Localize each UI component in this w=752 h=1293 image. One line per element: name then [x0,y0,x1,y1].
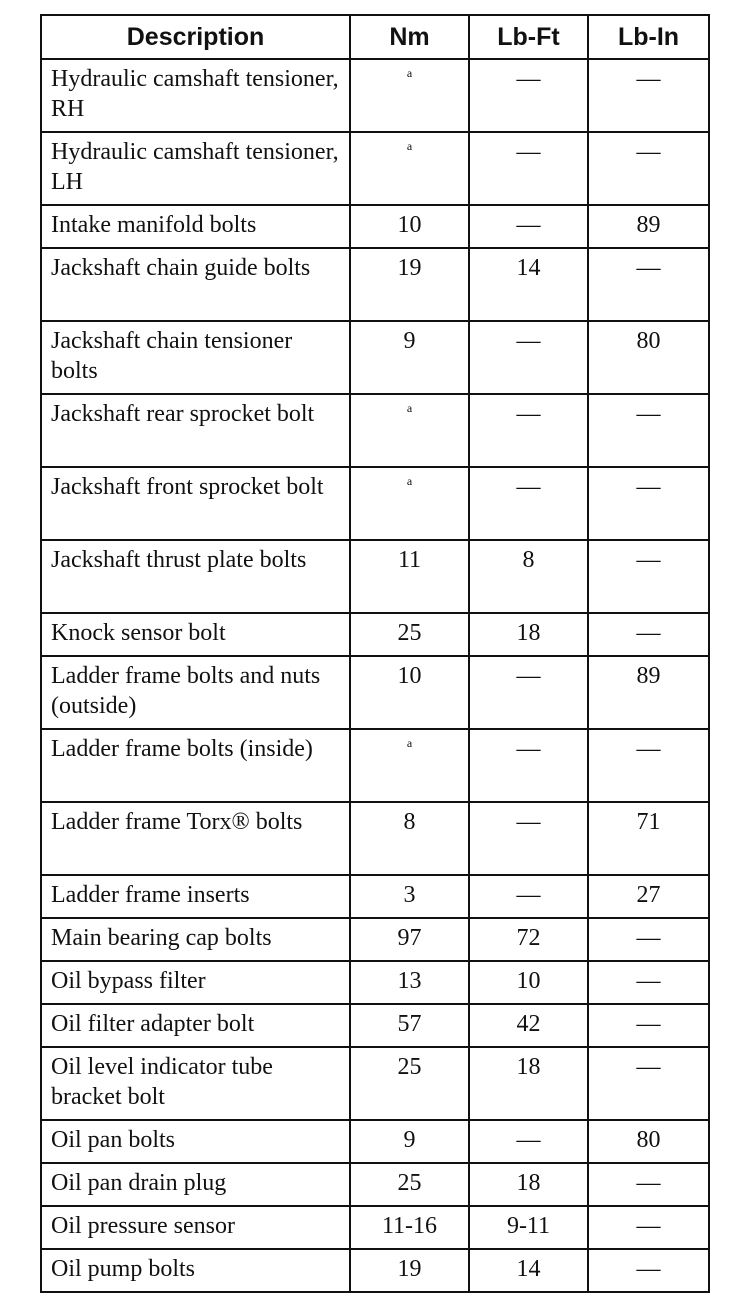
cell-value: 25 [397,1054,422,1080]
cell-value: — [516,882,541,908]
footnote-marker: a [406,736,413,750]
cell-value: 57 [397,1011,422,1037]
cell-nm [350,321,469,394]
table-row [41,1249,709,1292]
cell-description: Oil level indicator tube bracket bolt [41,1047,350,1120]
cell-lbft [469,613,588,656]
cell-nm [350,540,469,613]
cell-lbin [588,1120,709,1163]
cell-nm [350,1047,469,1120]
cell-description: Jackshaft rear sprocket bolt [41,394,350,467]
cell-value: 9 [403,328,416,354]
cell-description: Knock sensor bolt [41,613,350,656]
cell-lbft [469,802,588,875]
cell-value: 11-16 [381,1213,438,1239]
cell-lbin [588,1047,709,1120]
cell-value: — [636,1170,661,1196]
cell-lbin [588,613,709,656]
cell-value: 19 [397,255,422,281]
cell-description: Oil pan bolts [41,1120,350,1163]
cell-value: — [636,1011,661,1037]
cell-value: 89 [636,663,661,689]
cell-description: Ladder frame bolts and nuts (outside) [41,656,350,729]
cell-nm [350,1120,469,1163]
cell-lbft [469,1120,588,1163]
cell-nm [350,875,469,918]
cell-description: Intake manifold bolts [41,205,350,248]
cell-lbin [588,248,709,321]
table-row [41,1163,709,1206]
cell-value: 18 [516,1170,541,1196]
cell-nm [350,613,469,656]
cell-value: — [636,474,661,500]
cell-value: — [636,620,661,646]
table-row [41,248,709,321]
cell-value: 97 [397,925,422,951]
cell-nm [350,961,469,1004]
table-row [41,1004,709,1047]
cell-lbft [469,394,588,467]
cell-nm [350,802,469,875]
cell-value: — [636,925,661,951]
cell-lbft [469,467,588,540]
cell-lbft [469,729,588,802]
cell-value: — [636,1256,661,1282]
cell-lbin [588,729,709,802]
cell-lbft [469,248,588,321]
cell-lbft [469,1249,588,1292]
cell-nm [350,729,469,802]
cell-lbft [469,59,588,132]
cell-lbft [469,656,588,729]
cell-value: 10 [397,663,422,689]
cell-value: 8 [403,809,416,835]
cell-value: — [636,547,661,573]
cell-value: — [516,139,541,165]
cell-lbft [469,540,588,613]
cell-value: 10 [516,968,541,994]
cell-value: 14 [516,1256,541,1282]
cell-value: — [516,809,541,835]
cell-lbin [588,1206,709,1249]
cell-lbin [588,132,709,205]
cell-lbft [469,1206,588,1249]
cell-lbin [588,467,709,540]
cell-value: — [636,66,661,92]
cell-lbft [469,1004,588,1047]
cell-lbft [469,205,588,248]
cell-description: Oil pan drain plug [41,1163,350,1206]
torque-specifications-table [40,14,710,1293]
cell-value: 9 [403,1127,416,1153]
cell-value: 3 [403,882,416,908]
cell-lbin [588,918,709,961]
table-row [41,394,709,467]
table-row [41,540,709,613]
cell-description: Ladder frame Torx® bolts [41,802,350,875]
cell-description: Ladder frame bolts (inside) [41,729,350,802]
cell-nm [350,1004,469,1047]
cell-value: 10 [397,212,422,238]
table-row [41,802,709,875]
cell-description: Oil pump bolts [41,1249,350,1292]
cell-lbin [588,540,709,613]
cell-description: Ladder frame inserts [41,875,350,918]
cell-value: 8 [522,547,535,573]
cell-lbft [469,132,588,205]
cell-value: — [636,139,661,165]
cell-description: Jackshaft chain tensioner bolts [41,321,350,394]
cell-value: — [636,968,661,994]
cell-lbin [588,1004,709,1047]
table-row [41,961,709,1004]
cell-lbft [469,961,588,1004]
table-row [41,729,709,802]
cell-description: Main bearing cap bolts [41,918,350,961]
cell-value: 71 [636,809,661,835]
table-row [41,656,709,729]
cell-value: 80 [636,328,661,354]
cell-lbft [469,1047,588,1120]
cell-value: — [636,1213,661,1239]
cell-value: — [636,736,661,762]
cell-nm [350,248,469,321]
cell-value: 9-11 [506,1213,551,1239]
cell-lbin [588,1163,709,1206]
cell-value: 80 [636,1127,661,1153]
cell-value: 18 [516,1054,541,1080]
cell-nm [350,132,469,205]
footnote-marker: a [406,66,413,80]
footnote-marker: a [406,401,413,415]
cell-lbin [588,875,709,918]
cell-value: 27 [636,882,661,908]
cell-lbft [469,875,588,918]
table-row [41,613,709,656]
cell-value: — [516,474,541,500]
cell-value: 14 [516,255,541,281]
cell-value: 19 [397,1256,422,1282]
cell-description: Hydraulic camshaft tensioner, RH [41,59,350,132]
cell-value: 25 [397,620,422,646]
table-row [41,875,709,918]
cell-value: — [516,328,541,354]
cell-value: 25 [397,1170,422,1196]
cell-value: — [516,663,541,689]
cell-description: Oil pressure sensor [41,1206,350,1249]
cell-lbin [588,1249,709,1292]
cell-value: 72 [516,925,541,951]
cell-value: — [516,736,541,762]
cell-lbin [588,394,709,467]
cell-lbin [588,802,709,875]
table-row [41,1120,709,1163]
cell-value: 89 [636,212,661,238]
cell-lbin [588,59,709,132]
header-description: Description [41,15,350,59]
header-nm: Nm [350,15,469,59]
cell-value: 13 [397,968,422,994]
cell-value: 18 [516,620,541,646]
cell-nm [350,918,469,961]
cell-nm [350,1163,469,1206]
cell-lbft [469,918,588,961]
cell-lbft [469,321,588,394]
cell-description: Jackshaft front sprocket bolt [41,467,350,540]
cell-lbft [469,1163,588,1206]
cell-value: 11 [397,547,422,573]
cell-lbin [588,656,709,729]
footnote-marker: a [406,139,413,153]
table-header-row [41,15,709,59]
cell-nm [350,59,469,132]
cell-lbin [588,205,709,248]
table-row [41,1206,709,1249]
cell-nm [350,205,469,248]
table-row [41,1047,709,1120]
cell-value: — [636,401,661,427]
table-body [41,59,709,1292]
table-row [41,321,709,394]
cell-nm [350,1206,469,1249]
cell-description: Hydraulic camshaft tensioner, LH [41,132,350,205]
cell-value: 42 [516,1011,541,1037]
cell-value: — [636,1054,661,1080]
table-row [41,205,709,248]
cell-nm [350,394,469,467]
header-lbin: Lb-In [588,15,709,59]
cell-value: — [516,1127,541,1153]
cell-lbin [588,321,709,394]
cell-value: — [516,212,541,238]
table-row [41,467,709,540]
cell-description: Oil filter adapter bolt [41,1004,350,1047]
cell-value: — [516,66,541,92]
footnote-marker: a [406,474,413,488]
cell-description: Oil bypass filter [41,961,350,1004]
header-lbft: Lb-Ft [469,15,588,59]
table-row [41,59,709,132]
cell-nm [350,656,469,729]
cell-description: Jackshaft thrust plate bolts [41,540,350,613]
table-row [41,918,709,961]
table-row [41,132,709,205]
cell-value: — [516,401,541,427]
cell-nm [350,467,469,540]
cell-nm [350,1249,469,1292]
cell-value: — [636,255,661,281]
cell-lbin [588,961,709,1004]
cell-description: Jackshaft chain guide bolts [41,248,350,321]
